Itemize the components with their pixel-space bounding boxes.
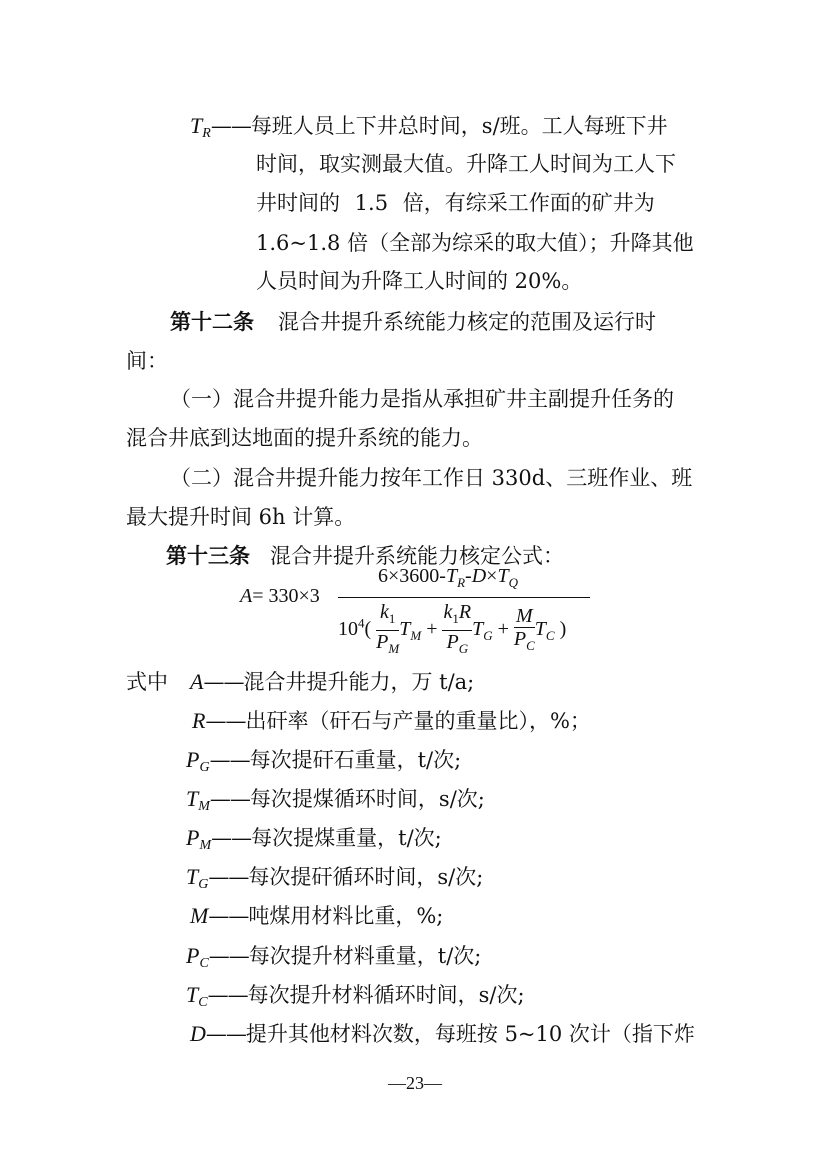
formula-denominator: $10^4$( $\frac{k_1}{P_M}$ $T_M$ + $\frac{k_1R}{P_G}$ $T_G$ + $\frac{M}{P_C}$ $T_C$ ) bbox=[338, 601, 566, 660]
tr-definition-line1 bbox=[190, 111, 668, 141]
definition-symbol: $P_G$ bbox=[186, 747, 210, 775]
frac-k1r-pg: $\frac{k_1R}{P_G}$ bbox=[443, 601, 472, 656]
para-2-line2: 最大提升时间 6h 计算。 bbox=[126, 505, 356, 529]
definition-text: 每次提煤循环时间，s/次; bbox=[249, 787, 485, 811]
definition-dash: —— bbox=[205, 1022, 246, 1046]
definition-dash: —— bbox=[209, 748, 250, 772]
para-1-line1: （一）混合井提升能力是指从承担矿井主副提升任务的 bbox=[170, 387, 674, 411]
definition-symbol: $T_G$ bbox=[186, 864, 209, 892]
tr-definition-line2: 时间，取实测最大值。升降工人时间为工人下 bbox=[256, 152, 676, 176]
definition-text: 每次提升材料循环时间，s/次; bbox=[247, 983, 525, 1007]
definition-text: 出矸率（矸石与产量的重量比），%； bbox=[245, 709, 591, 733]
definition-symbol: R bbox=[192, 708, 206, 733]
definition-text: 每次提升材料重量，t/次; bbox=[248, 944, 482, 968]
definition-dash: —— bbox=[205, 709, 246, 733]
definition-symbol: $P_M$ bbox=[186, 825, 212, 853]
definition-item bbox=[186, 941, 481, 971]
definition-text: 提升其他材料次数，每班按 5~10 次计（指下炸 bbox=[245, 1022, 695, 1046]
definition-symbol: D bbox=[190, 1021, 206, 1046]
definition-item bbox=[186, 862, 483, 892]
definition-text: 每次提矸循环时间，s/次; bbox=[248, 865, 484, 889]
tr-symbol: $T_R$ bbox=[190, 113, 211, 141]
definition-item bbox=[186, 745, 461, 775]
formula-fraction-bar bbox=[338, 597, 590, 598]
tr-definition-line3: 井时间的 1.5 倍，有综采工作面的矿井为 bbox=[256, 191, 655, 215]
tr-def-text-1: 每班人员上下井总时间，s/班。工人每班下井 bbox=[250, 114, 668, 138]
article-12-label: 第十二条 bbox=[170, 309, 254, 334]
definition-dash: —— bbox=[203, 670, 244, 694]
formula-lhs: A= 330×3 bbox=[240, 585, 320, 607]
formula-numerator: $6\times 3600-T_R-D\times T_Q$ bbox=[378, 565, 518, 590]
definition-text: 每次提煤重量，t/次; bbox=[251, 826, 442, 850]
definition-dash: —— bbox=[211, 826, 252, 850]
article-12-line2: 间： bbox=[126, 349, 168, 373]
definition-symbol: $T_M$ bbox=[186, 786, 210, 814]
article-13-label: 第十三条 bbox=[166, 543, 250, 568]
definition-dash: —— bbox=[208, 865, 249, 889]
definition-symbol: A bbox=[190, 669, 204, 694]
tr-definition-line5: 人员时间为升降工人时间的 20%。 bbox=[256, 269, 583, 293]
para-2-line1: （二）混合井提升能力按年工作日 330d、三班作业、班 bbox=[170, 466, 693, 490]
definition-dash: —— bbox=[209, 787, 250, 811]
definition-item bbox=[186, 823, 442, 853]
definition-item bbox=[186, 980, 525, 1010]
frac-k1-pm: $\frac{k_1}{P_M}$ bbox=[376, 601, 400, 656]
article-12-line1 bbox=[170, 307, 656, 337]
definition-symbol: M bbox=[190, 903, 209, 928]
definition-text: 每次提矸石重量，t/次; bbox=[249, 748, 462, 772]
where-label: 式中 bbox=[126, 670, 168, 694]
capacity-formula bbox=[240, 565, 600, 661]
tr-definition-line4: 1.6~1.8 倍（全部为综采的取大值）；升降其他 bbox=[256, 231, 694, 255]
para-1-line2: 混合井底到达地面的提升系统的能力。 bbox=[126, 426, 483, 450]
frac-m-pc: $\frac{M}{P_C}$ bbox=[513, 604, 535, 653]
definition-symbol: $P_C$ bbox=[186, 943, 209, 971]
definition-dash: —— bbox=[208, 904, 249, 928]
definition-text: 混合井提升能力，万 t/a; bbox=[243, 670, 475, 694]
page-number: —23— bbox=[388, 1073, 442, 1093]
article-13-text: 混合井提升系统能力核定公式： bbox=[270, 544, 564, 568]
definition-dash: —— bbox=[207, 983, 248, 1007]
definition-item bbox=[190, 667, 474, 697]
article-12-text: 混合井提升系统能力核定的范围及运行时 bbox=[278, 310, 656, 334]
definition-item bbox=[190, 901, 443, 931]
tr-dash: —— bbox=[210, 114, 251, 138]
definition-item bbox=[192, 706, 591, 736]
definition-text: 吨煤用材料比重，%; bbox=[248, 904, 444, 928]
definition-item bbox=[190, 1019, 695, 1049]
definition-symbol: $T_C$ bbox=[186, 982, 208, 1010]
definition-item bbox=[186, 784, 485, 814]
definition-dash: —— bbox=[208, 944, 249, 968]
